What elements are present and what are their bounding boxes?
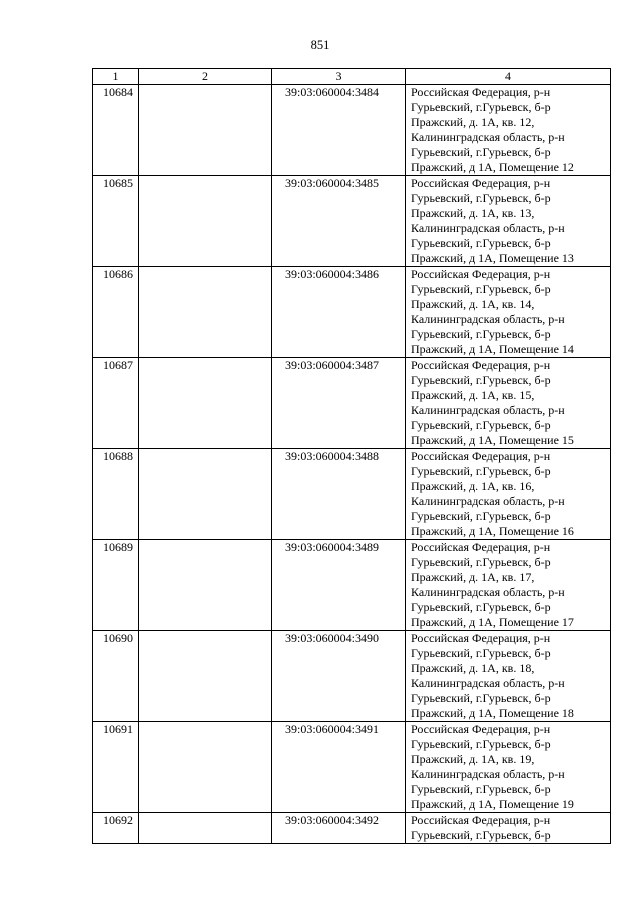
table-row [93, 449, 611, 540]
address-line: Гурьевский, г.Гурьевск, б-р [411, 418, 551, 432]
address-line: Гурьевский, г.Гурьевск, б-р [411, 509, 551, 523]
row-col-2 [139, 540, 272, 631]
row-col-2 [139, 85, 272, 176]
table-row [93, 176, 611, 267]
address-line: Пражский, д 1А, Помещение 13 [411, 251, 574, 265]
address-cell [406, 540, 611, 631]
address-line: Пражский, д. 1А, кв. 15, [411, 388, 535, 402]
header-col-3: 3 [272, 69, 406, 85]
address-line: Калининградская область, р-н [411, 585, 565, 599]
address-line: Гурьевский, г.Гурьевск, б-р [411, 327, 551, 341]
cadastral-number: 39:03:060004:3484 [272, 85, 406, 176]
address-cell [406, 631, 611, 722]
address-line: Гурьевский, г.Гурьевск, б-р [411, 828, 551, 842]
table-row [93, 813, 611, 844]
cadastral-number: 39:03:060004:3485 [272, 176, 406, 267]
address-line: Гурьевский, г.Гурьевск, б-р [411, 282, 551, 296]
registry-table [92, 68, 611, 844]
cadastral-number: 39:03:060004:3490 [272, 631, 406, 722]
address-cell [406, 813, 611, 844]
address-line: Пражский, д 1А, Помещение 12 [411, 160, 574, 174]
address-line: Калининградская область, р-н [411, 130, 565, 144]
address-cell [406, 449, 611, 540]
address-line: Российская Федерация, р-н [411, 540, 551, 554]
address-cell [406, 267, 611, 358]
address-line: Калининградская область, р-н [411, 221, 565, 235]
address-cell [406, 358, 611, 449]
address-line: Гурьевский, г.Гурьевск, б-р [411, 646, 551, 660]
header-col-1: 1 [93, 69, 139, 85]
table-header [93, 69, 611, 85]
address-line: Гурьевский, г.Гурьевск, б-р [411, 236, 551, 250]
row-col-2 [139, 631, 272, 722]
address-line: Пражский, д 1А, Помещение 15 [411, 433, 574, 447]
cadastral-number: 39:03:060004:3489 [272, 540, 406, 631]
address-line: Пражский, д 1А, Помещение 19 [411, 797, 574, 811]
cadastral-number: 39:03:060004:3486 [272, 267, 406, 358]
address-line: Гурьевский, г.Гурьевск, б-р [411, 600, 551, 614]
address-line: Российская Федерация, р-н [411, 358, 551, 372]
row-number: 10690 [93, 631, 139, 722]
address-line: Пражский, д 1А, Помещение 17 [411, 615, 574, 629]
address-line: Пражский, д. 1А, кв. 12, [411, 115, 535, 129]
header-row [93, 69, 611, 85]
table-row [93, 540, 611, 631]
address-line: Пражский, д. 1А, кв. 14, [411, 297, 535, 311]
address-line: Калининградская область, р-н [411, 767, 565, 781]
address-line: Пражский, д. 1А, кв. 17, [411, 570, 535, 584]
address-line: Российская Федерация, р-н [411, 176, 551, 190]
address-line: Калининградская область, р-н [411, 676, 565, 690]
row-number: 10687 [93, 358, 139, 449]
address-line: Пражский, д. 1А, кв. 18, [411, 661, 535, 675]
cadastral-number: 39:03:060004:3488 [272, 449, 406, 540]
row-number: 10684 [93, 85, 139, 176]
address-line: Пражский, д. 1А, кв. 19, [411, 752, 535, 766]
address-cell [406, 85, 611, 176]
header-col-4: 4 [406, 69, 611, 85]
row-col-2 [139, 267, 272, 358]
table-body [93, 85, 611, 844]
address-line: Пражский, д 1А, Помещение 16 [411, 524, 574, 538]
address-line: Российская Федерация, р-н [411, 267, 551, 281]
row-col-2 [139, 813, 272, 844]
row-number: 10688 [93, 449, 139, 540]
address-cell [406, 722, 611, 813]
row-number: 10685 [93, 176, 139, 267]
address-line: Российская Федерация, р-н [411, 631, 551, 645]
table-row [93, 358, 611, 449]
address-line: Гурьевский, г.Гурьевск, б-р [411, 691, 551, 705]
row-number: 10689 [93, 540, 139, 631]
address-line: Калининградская область, р-н [411, 403, 565, 417]
address-cell [406, 176, 611, 267]
table-row [93, 722, 611, 813]
address-line: Российская Федерация, р-н [411, 722, 551, 736]
header-col-2: 2 [139, 69, 272, 85]
address-line: Пражский, д. 1А, кв. 16, [411, 479, 535, 493]
table-row [93, 631, 611, 722]
row-number: 10691 [93, 722, 139, 813]
page-number: 851 [310, 38, 330, 52]
cadastral-number: 39:03:060004:3491 [272, 722, 406, 813]
address-line: Гурьевский, г.Гурьевск, б-р [411, 191, 551, 205]
row-col-2 [139, 358, 272, 449]
row-number: 10686 [93, 267, 139, 358]
address-line: Калининградская область, р-н [411, 312, 565, 326]
cadastral-number: 39:03:060004:3487 [272, 358, 406, 449]
address-line: Российская Федерация, р-н [411, 813, 551, 827]
address-line: Пражский, д 1А, Помещение 18 [411, 706, 574, 720]
address-line: Пражский, д 1А, Помещение 14 [411, 342, 574, 356]
address-line: Российская Федерация, р-н [411, 85, 551, 99]
address-line: Гурьевский, г.Гурьевск, б-р [411, 373, 551, 387]
address-line: Гурьевский, г.Гурьевск, б-р [411, 100, 551, 114]
row-number: 10692 [93, 813, 139, 844]
cadastral-number: 39:03:060004:3492 [272, 813, 406, 844]
address-line: Гурьевский, г.Гурьевск, б-р [411, 555, 551, 569]
address-line: Гурьевский, г.Гурьевск, б-р [411, 464, 551, 478]
row-col-2 [139, 449, 272, 540]
address-line: Калининградская область, р-н [411, 494, 565, 508]
row-col-2 [139, 722, 272, 813]
address-line: Гурьевский, г.Гурьевск, б-р [411, 782, 551, 796]
address-line: Гурьевский, г.Гурьевск, б-р [411, 737, 551, 751]
row-col-2 [139, 176, 272, 267]
table-row [93, 85, 611, 176]
address-line: Российская Федерация, р-н [411, 449, 551, 463]
table-row [93, 267, 611, 358]
address-line: Гурьевский, г.Гурьевск, б-р [411, 145, 551, 159]
address-line: Пражский, д. 1А, кв. 13, [411, 206, 535, 220]
